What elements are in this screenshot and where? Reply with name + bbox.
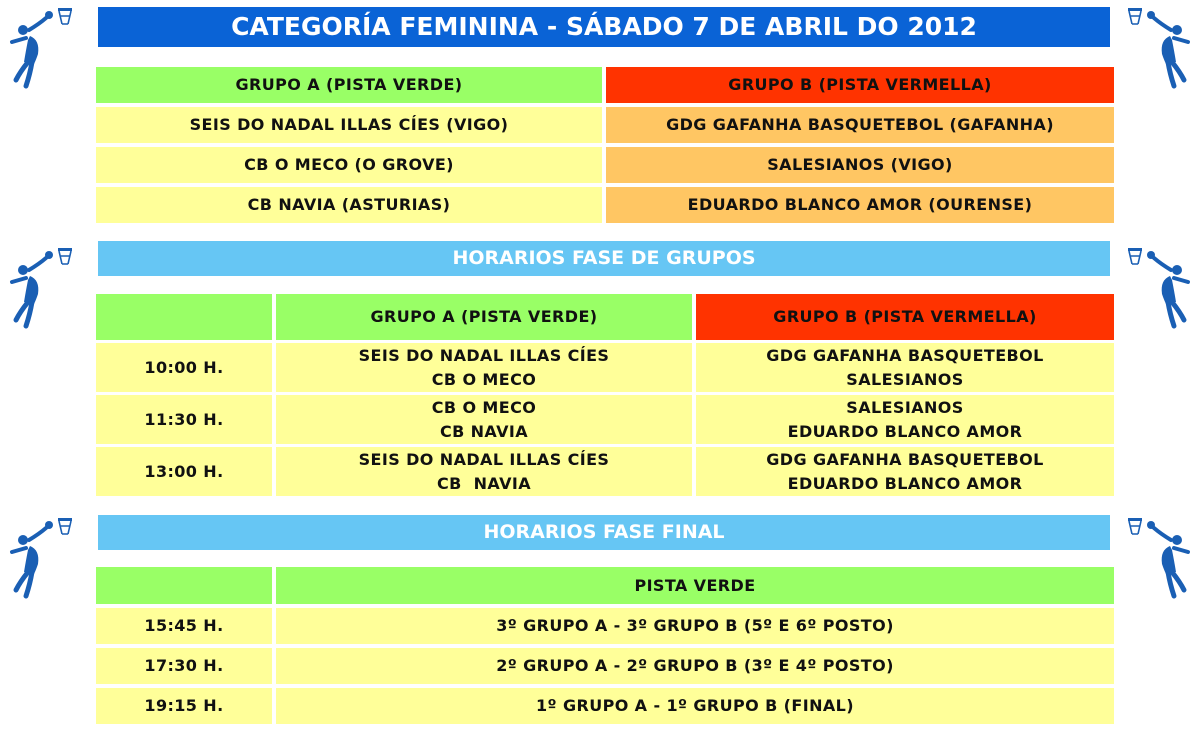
team-name: SEIS DO NADAL ILLAS CÍES: [358, 449, 610, 469]
team-name: CB NAVIA: [436, 473, 532, 493]
team-name: CB O MECO: [431, 397, 537, 417]
group-b-team: EDUARDO BLANCO AMOR (OURENSE): [606, 187, 1114, 223]
team-name: SALESIANOS: [846, 369, 964, 389]
group-b-header: GRUPO B (PISTA VERMELLA): [606, 67, 1114, 103]
final-match: 2º GRUPO A - 2º GRUPO B (3º E 4º POSTO): [276, 648, 1114, 684]
match-time: 10:00 H.: [96, 343, 272, 392]
team-name: EDUARDO BLANCO AMOR: [787, 421, 1023, 441]
team-name: CB NAVIA: [439, 421, 529, 441]
final-match: 3º GRUPO A - 3º GRUPO B (5º E 6º POSTO): [276, 608, 1114, 644]
group-b-header: GRUPO B (PISTA VERMELLA): [696, 294, 1114, 340]
group-a-team: CB O MECO (O GROVE): [96, 147, 602, 183]
time-header-cell: [96, 294, 272, 340]
group-a-team: CB NAVIA (ASTURIAS): [96, 187, 602, 223]
group-b-match: [696, 447, 1114, 496]
team-name: EDUARDO BLANCO AMOR: [787, 473, 1023, 493]
match-time: 13:00 H.: [96, 447, 272, 496]
basketball-player-icon: [1114, 246, 1194, 336]
team-name: SEIS DO NADAL ILLAS CÍES: [358, 345, 610, 365]
basketball-player-icon: [1114, 516, 1194, 606]
group-a-header: GRUPO A (PISTA VERDE): [96, 67, 602, 103]
final-phase-title: HORARIOS FASE FINAL: [98, 515, 1110, 550]
team-name: CB O MECO: [431, 369, 537, 389]
group-b-team: GDG GAFANHA BASQUETEBOL (GAFANHA): [606, 107, 1114, 143]
basketball-player-icon: [1114, 6, 1194, 96]
time-header-cell: [96, 567, 272, 604]
group-phase-title: HORARIOS FASE DE GRUPOS: [98, 241, 1110, 276]
final-match: 1º GRUPO A - 1º GRUPO B (FINAL): [276, 688, 1114, 724]
group-a-match: [276, 395, 692, 444]
basketball-player-icon: [6, 516, 86, 606]
court-header: PISTA VERDE: [276, 567, 1114, 604]
group-a-header: GRUPO A (PISTA VERDE): [276, 294, 692, 340]
match-time: 17:30 H.: [96, 648, 272, 684]
page-title: CATEGORÍA FEMININA - SÁBADO 7 DE ABRIL DO 2012: [98, 7, 1110, 47]
group-a-match: [276, 343, 692, 392]
basketball-player-icon: [6, 6, 86, 96]
team-name: GDG GAFANHA BASQUETEBOL: [766, 449, 1044, 469]
match-time: 15:45 H.: [96, 608, 272, 644]
match-time: 11:30 H.: [96, 395, 272, 444]
group-a-match: [276, 447, 692, 496]
group-a-team: SEIS DO NADAL ILLAS CÍES (VIGO): [96, 107, 602, 143]
group-b-team: SALESIANOS (VIGO): [606, 147, 1114, 183]
team-name: GDG GAFANHA BASQUETEBOL: [766, 345, 1044, 365]
group-b-match: [696, 343, 1114, 392]
match-time: 19:15 H.: [96, 688, 272, 724]
group-b-match: [696, 395, 1114, 444]
team-name: SALESIANOS: [846, 397, 964, 417]
basketball-player-icon: [6, 246, 86, 336]
